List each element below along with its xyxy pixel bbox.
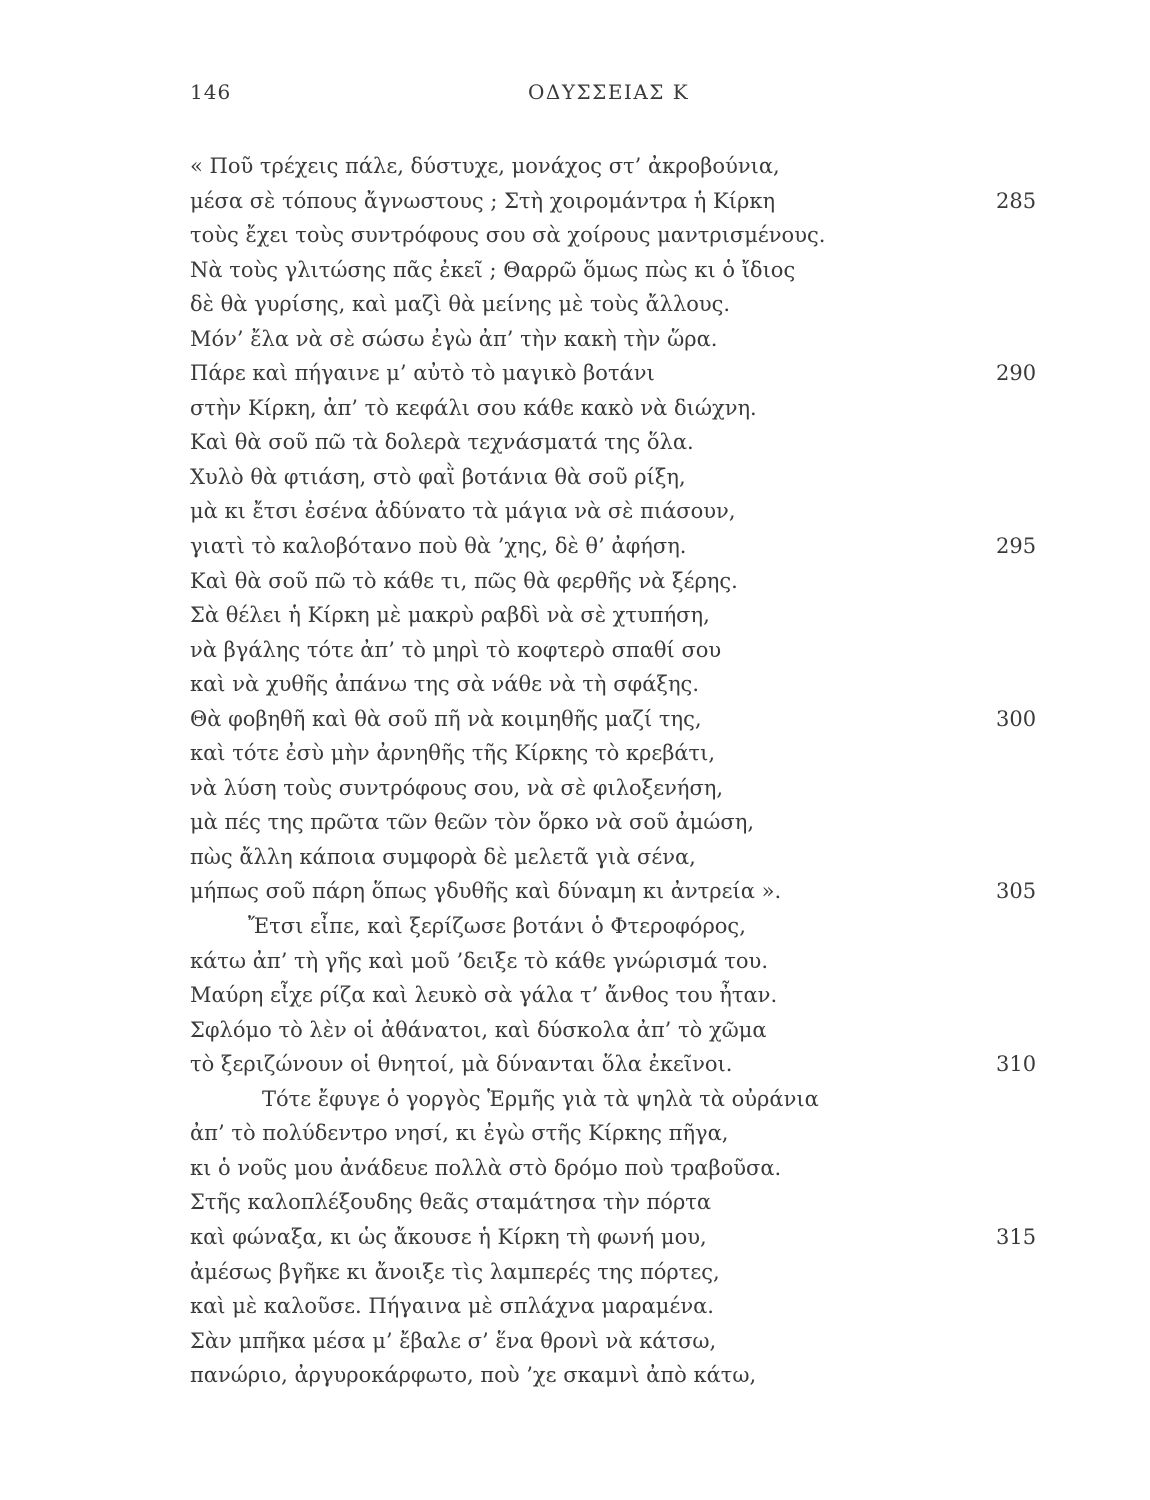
verse-text: Καὶ θὰ σοῦ πῶ τὸ κάθε τι, πῶς θὰ φερθῆς νὰ ξέρης. — [190, 568, 738, 593]
verse-line — [190, 978, 1090, 1013]
verse-text: γιατὶ τὸ καλοβότανο ποὺ θὰ ’χης, δὲ θ’ ἀφήση. — [190, 534, 687, 559]
verse-line — [190, 1255, 1090, 1290]
page-number: 146 — [190, 80, 232, 104]
verse-text: κι ὁ νοῦς μου ἀνάδευε πολλὰ στὸ δρόμο ποὺ τραβοῦσα. — [190, 1155, 782, 1180]
verse-text: Μόν’ ἔλα νὰ σὲ σώσω ἐγὼ ἀπ’ τὴν κακὴ τὴν ὥρα. — [190, 326, 718, 351]
verse-line — [190, 1220, 1090, 1255]
verse-line — [190, 771, 1090, 806]
verse-line — [190, 702, 1090, 737]
verse-line — [190, 1324, 1090, 1359]
verse-text: καὶ φώναξα, κι ὡς ἄκουσε ἡ Κίρκη τὴ φωνή μου, — [190, 1224, 707, 1249]
line-number: 310 — [996, 1052, 1037, 1077]
verse-line — [190, 322, 1090, 357]
verse-text: Χυλὸ θὰ φτιάση, στὸ φαῒ βοτάνια θὰ σοῦ ρίξη, — [190, 464, 686, 489]
verse-line — [190, 944, 1090, 979]
verse-line — [190, 909, 1090, 944]
verse-text: νὰ βγάλης τότε ἀπ’ τὸ μηρὶ τὸ κοφτερὸ σπαθί σου — [190, 637, 722, 662]
verse-line — [190, 425, 1090, 460]
verse-line — [190, 840, 1090, 875]
verse-text: νὰ λύση τοὺς συντρόφους σου, νὰ σὲ φιλοξενήση, — [190, 775, 724, 800]
line-number: 305 — [996, 879, 1037, 904]
verse-text: μέσα σὲ τόπους ἄγνωστους ; Στὴ χοιρομάντρα ἡ Κίρκη — [190, 188, 776, 213]
verse-line — [190, 287, 1090, 322]
verse-text: Πάρε καὶ πήγαινε μ’ αὐτὸ τὸ μαγικὸ βοτάνι — [190, 361, 655, 386]
verse-line — [190, 736, 1090, 771]
verse-block — [190, 149, 1090, 1393]
verse-text: μὰ πές της πρῶτα τῶν θεῶν τὸν ὅρκο νὰ σοῦ ἀμώση, — [190, 810, 754, 835]
line-number: 300 — [996, 706, 1037, 731]
verse-text: πανώριο, ἀργυροκάρφωτο, ποὺ ’χε σκαμνὶ ἀπὸ κάτω, — [190, 1363, 757, 1388]
verse-text: Μαύρη εἶχε ρίζα καὶ λευκὸ σὰ γάλα τ’ ἄνθος του ἦταν. — [190, 983, 778, 1008]
verse-text: ἀπ’ τὸ πολύδεντρο νησί, κι ἐγὼ στῆς Κίρκης πῆγα, — [190, 1121, 729, 1146]
verse-line — [190, 633, 1090, 668]
verse-text: Σὰ θέλει ἡ Κίρκη μὲ μακρὺ ραβδὶ νὰ σὲ χτυπήση, — [190, 603, 710, 628]
line-number: 285 — [996, 188, 1037, 213]
verse-text: καὶ τότε ἐσὺ μὴν ἀρνηθῆς τῆς Κίρκης τὸ κρεβάτι, — [190, 741, 716, 766]
verse-line — [190, 356, 1090, 391]
verse-line — [190, 460, 1090, 495]
verse-line — [190, 1289, 1090, 1324]
verse-text: τὸ ξεριζώνουν οἱ θνητοί, μὰ δύνανται ὅλα ἐκεῖνοι. — [190, 1052, 733, 1077]
verse-text: καὶ μὲ καλοῦσε. Πήγαινα μὲ σπλάχνα μαραμένα. — [190, 1294, 714, 1319]
verse-line — [190, 874, 1090, 909]
verse-line — [190, 1116, 1090, 1151]
verse-text: Σὰν μπῆκα μέσα μ’ ἔβαλε σ’ ἕνα θρονὶ νὰ κάτσω, — [190, 1328, 717, 1353]
verse-line — [190, 1151, 1090, 1186]
verse-line — [190, 1082, 1090, 1117]
verse-text: στὴν Κίρκη, ἀπ’ τὸ κεφάλι σου κάθε κακὸ νὰ διώχνη. — [190, 395, 757, 420]
verse-line — [190, 805, 1090, 840]
verse-text: κάτω ἀπ’ τὴ γῆς καὶ μοῦ ’δειξε τὸ κάθε γνώρισμά του. — [190, 948, 769, 973]
verse-text: Ἔτσι εἶπε, καὶ ξερίζωσε βοτάνι ὁ Φτεροφόρος, — [248, 914, 746, 939]
verse-text: μὰ κι ἔτσι ἐσένα ἀδύνατο τὰ μάγια νὰ σὲ πιάσουν, — [190, 499, 736, 524]
verse-line — [190, 253, 1090, 288]
verse-line — [190, 1358, 1090, 1393]
verse-text: Στῆς καλοπλέξουδης θεᾶς σταμάτησα τὴν πόρτα — [190, 1190, 712, 1215]
verse-line — [190, 1013, 1090, 1048]
verse-text: πὼς ἄλλη κάποια συμφορὰ δὲ μελετᾶ γιὰ σένα, — [190, 844, 696, 869]
verse-text: καὶ νὰ χυθῆς ἀπάνω της σὰ νάθε νὰ τὴ σφάξης. — [190, 672, 699, 697]
verse-text: ἀμέσως βγῆκε κι ἄνοιξε τὶς λαμπερές της πόρτες, — [190, 1259, 720, 1284]
verse-line — [190, 1047, 1090, 1082]
verse-text: μήπως σοῦ πάρη ὅπως γδυθῆς καὶ δύναμη κι ἀντρεία ». — [190, 879, 782, 904]
verse-text: « Ποῦ τρέχεις πάλε, δύστυχε, μονάχος στ’ ἀκροβούνια, — [190, 154, 780, 178]
verse-line — [190, 1185, 1090, 1220]
verse-line — [190, 149, 1090, 184]
verse-text: Σφλόμο τὸ λὲν οἱ ἀθάνατοι, καὶ δύσκολα ἀπ’ τὸ χῶμα — [190, 1017, 767, 1042]
verse-text: Θὰ φοβηθῆ καὶ θὰ σοῦ πῆ νὰ κοιμηθῆς μαζί της, — [190, 706, 702, 731]
verse-line — [190, 667, 1090, 702]
verse-line — [190, 391, 1090, 426]
verse-line — [190, 598, 1090, 633]
verse-line — [190, 184, 1090, 219]
page-header — [0, 80, 1150, 116]
line-number: 295 — [996, 534, 1037, 559]
verse-text: δὲ θὰ γυρίσης, καὶ μαζὶ θὰ μείνης μὲ τοὺς ἄλλους. — [190, 292, 731, 317]
running-title: ΟΔΥΣΣΕΙΑΣ Κ — [528, 80, 690, 104]
verse-text: Νὰ τοὺς γλιτώσης πᾶς ἐκεῖ ; Θαρρῶ ὅμως πὼς κι ὁ ἴδιος — [190, 257, 796, 282]
verse-text: τοὺς ἔχει τοὺς συντρόφους σου σὰ χοίρους μαντρισμένους. — [190, 223, 826, 248]
verse-line — [190, 494, 1090, 529]
verse-line — [190, 564, 1090, 599]
verse-text: Καὶ θὰ σοῦ πῶ τὰ δολερὰ τεχνάσματά της ὅλα. — [190, 430, 694, 455]
verse-text: Τότε ἔφυγε ὁ γοργὸς Ἑρμῆς γιὰ τὰ ψηλὰ τὰ οὐράνια — [262, 1086, 819, 1111]
verse-line — [190, 529, 1090, 564]
verse-line — [190, 218, 1090, 253]
line-number: 290 — [996, 361, 1037, 386]
line-number: 315 — [996, 1224, 1037, 1249]
